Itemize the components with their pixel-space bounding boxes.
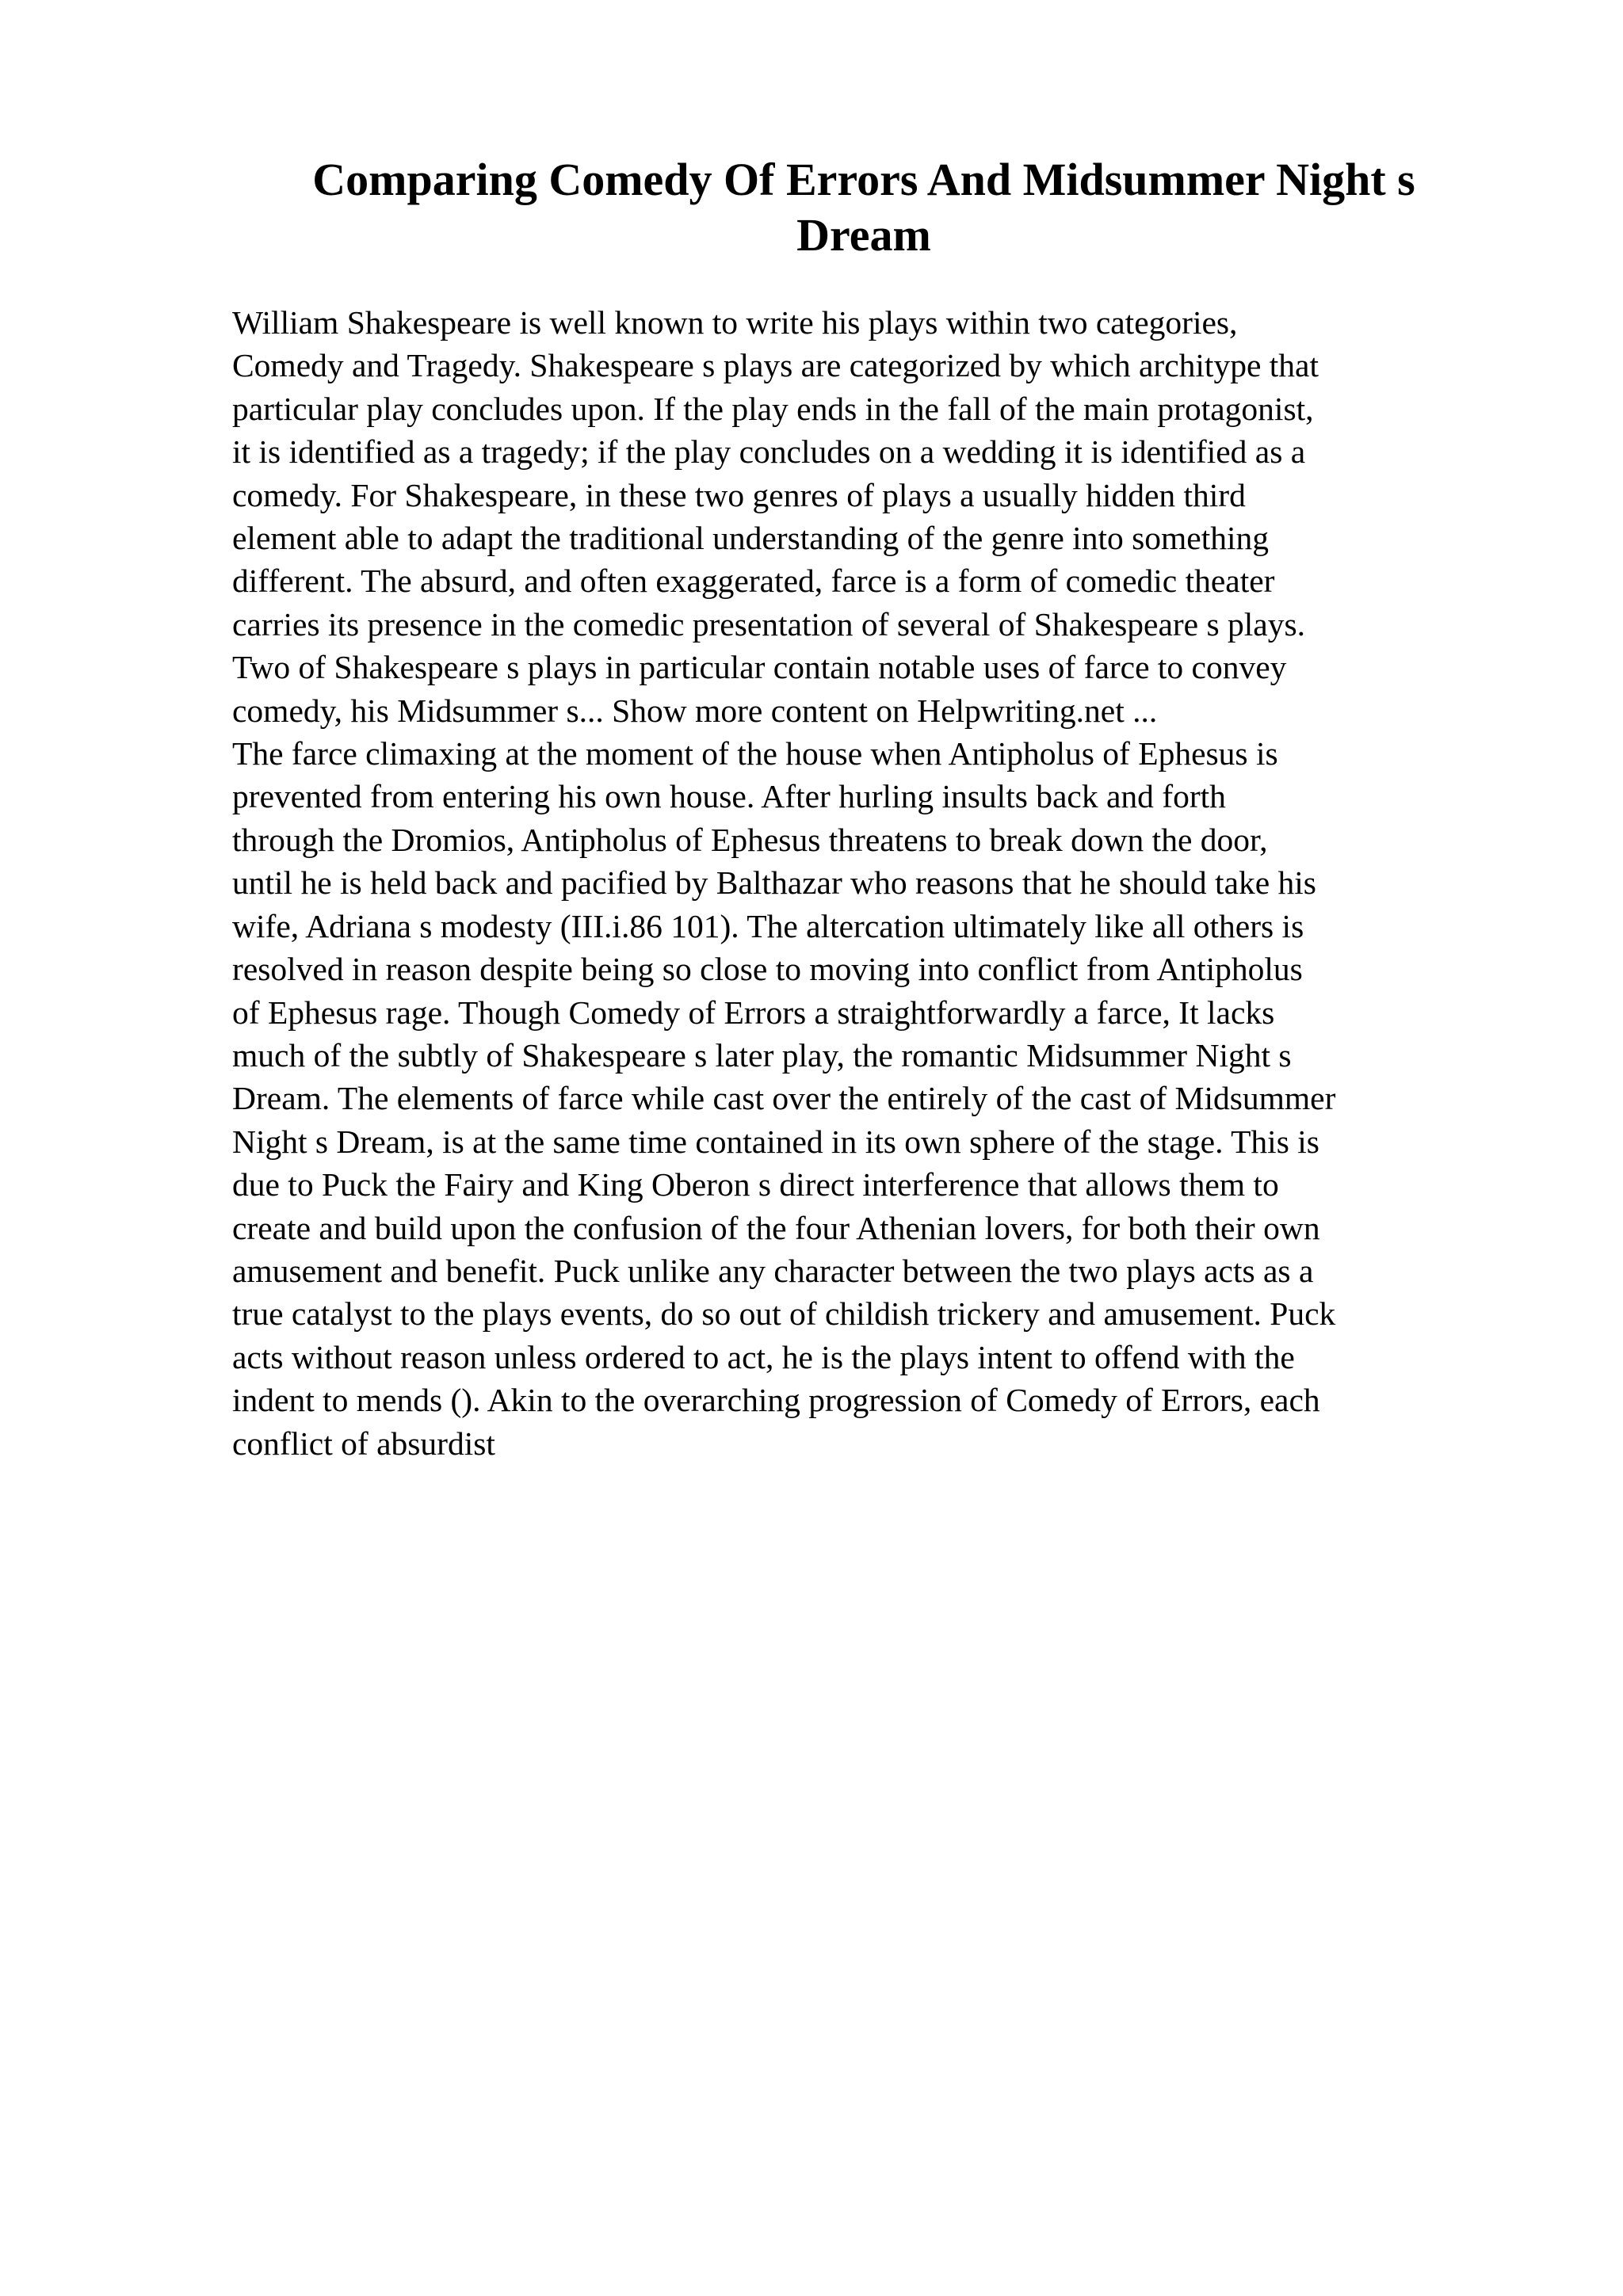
document-title [230, 152, 1498, 263]
body-line: conflict of absurdist [232, 1425, 495, 1462]
body-line: resolved in reason despite being so close to moving into conflict from Antipholus [232, 951, 1303, 988]
body-line: particular play concludes upon. If the play ends in the fall of the main protagonist, [232, 390, 1314, 427]
body-line: Dream. The elements of farce while cast over the entirely of the cast of Midsummer [232, 1080, 1336, 1117]
body-line: Two of Shakespeare s plays in particular contain notable uses of farce to convey [232, 649, 1287, 686]
body-line: through the Dromios, Antipholus of Ephesus threatens to break down the door, [232, 821, 1268, 858]
body-line: it is identified as a tragedy; if the play concludes on a wedding it is identified as a [232, 433, 1306, 471]
body-line: prevented from entering his own house. After hurling insults back and forth [232, 778, 1226, 815]
body-line: until he is held back and pacified by Balthazar who reasons that he should take his [232, 864, 1316, 902]
body-line: of Ephesus rage. Though Comedy of Errors a straightforwardly a farce, It lacks [232, 994, 1275, 1031]
body-line: much of the subtly of Shakespeare s later play, the romantic Midsummer Night s [232, 1036, 1292, 1074]
body-line: carries its presence in the comedic presentation of several of Shakespeare s plays. [232, 605, 1305, 643]
body-line: comedy, his Midsummer s... Show more content on Helpwriting.net ... [232, 692, 1158, 729]
body-line: Night s Dream, is at the same time contained in its own sphere of the stage. This is [232, 1123, 1319, 1160]
body-line: element able to adapt the traditional understanding of the genre into something [232, 520, 1270, 557]
body-line: due to Puck the Fairy and King Oberon s direct interference that allows them to [232, 1166, 1279, 1203]
body-line: Comedy and Tragedy. Shakespeare s plays are categorized by which architype that [232, 347, 1319, 384]
body-line: indent to mends (). Akin to the overarching progression of Comedy of Errors, each [232, 1382, 1320, 1419]
title-line: Dream [796, 209, 931, 261]
body-line: amusement and benefit. Puck unlike any character between the two plays acts as a [232, 1252, 1314, 1289]
body-line: William Shakespeare is well known to write his plays within two categories, [232, 304, 1238, 341]
body-line: true catalyst to the plays events, do so out of childish trickery and amusement. Puck [232, 1295, 1336, 1333]
body-line: different. The absurd, and often exaggerated, farce is a form of comedic theater [232, 563, 1275, 600]
title-line: Comparing Comedy Of Errors And Midsummer Night s [312, 154, 1415, 205]
essay-body [232, 301, 1516, 1465]
body-line: The farce climaxing at the moment of the house when Antipholus of Ephesus is [232, 735, 1278, 772]
body-line: create and build upon the confusion of the four Athenian lovers, for both their own [232, 1209, 1320, 1246]
body-line: comedy. For Shakespeare, in these two genres of plays a usually hidden third [232, 476, 1246, 513]
body-line: wife, Adriana s modesty (III.i.86 101). The altercation ultimately like all others is [232, 907, 1304, 944]
body-line: acts without reason unless ordered to act, he is the plays intent to offend with the [232, 1338, 1295, 1375]
